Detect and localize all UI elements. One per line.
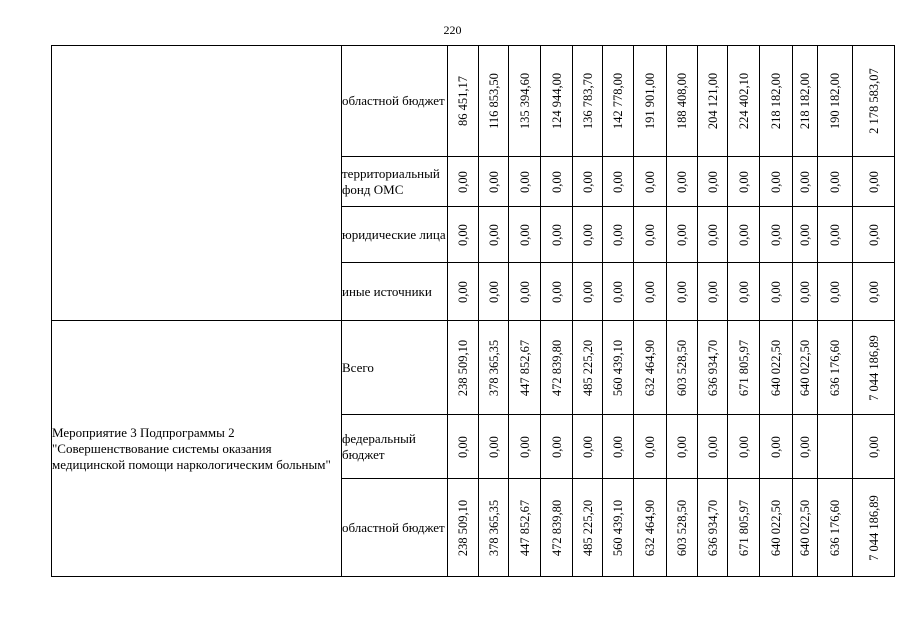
value-cell	[698, 46, 728, 157]
value-cell	[509, 415, 541, 479]
value-text: 238 509,10	[456, 499, 470, 556]
value-text: 0,00	[828, 223, 842, 246]
value-text: 640 022,50	[798, 499, 812, 556]
value-cell	[667, 207, 698, 263]
funding-source-cell: территориальный фонд ОМС	[342, 157, 448, 207]
value-text: 0,00	[486, 170, 501, 193]
value-text: 224 402,10	[736, 72, 751, 130]
value-text: 238 509,10	[456, 339, 470, 396]
value-text: 0,00	[580, 435, 595, 458]
value-text: 136 783,70	[580, 72, 595, 130]
value-cell	[728, 415, 760, 479]
value-cell	[603, 263, 634, 321]
value-cell	[818, 479, 853, 577]
value-cell	[634, 46, 667, 157]
value-text: 636 934,70	[705, 339, 720, 396]
value-text: 188 408,00	[675, 72, 689, 130]
value-text: 0,00	[456, 435, 470, 458]
value-text: 0,00	[643, 170, 657, 193]
value-cell	[509, 479, 541, 577]
value-cell	[728, 157, 760, 207]
value-cell	[667, 46, 698, 157]
value-text: 0,00	[828, 170, 842, 193]
value-cell	[760, 207, 793, 263]
value-text: 0,00	[866, 280, 881, 303]
value-cell	[541, 263, 573, 321]
value-cell	[793, 479, 818, 577]
value-text: 0,00	[675, 280, 689, 303]
value-text: 218 182,00	[769, 72, 783, 130]
activity-name-cell	[52, 46, 342, 321]
value-cell	[698, 157, 728, 207]
value-cell	[760, 415, 793, 479]
value-cell	[818, 207, 853, 263]
value-cell	[573, 46, 603, 157]
value-cell	[448, 415, 479, 479]
value-text: 0,00	[517, 280, 532, 303]
value-cell	[793, 207, 818, 263]
value-text: 0,00	[798, 223, 812, 246]
value-cell	[479, 415, 509, 479]
value-cell	[448, 321, 479, 415]
value-text: 0,00	[486, 280, 501, 303]
value-text: 632 464,90	[643, 339, 657, 396]
value-text: 0,00	[643, 223, 657, 246]
activity-name-cell: Мероприятие 3 Подпрограммы 2 "Совершенствование системы оказания медицинской помощи наркологическим больным"	[52, 321, 342, 577]
value-cell	[667, 263, 698, 321]
value-cell	[479, 46, 509, 157]
value-text: 0,00	[611, 170, 625, 193]
value-cell	[698, 415, 728, 479]
value-cell	[509, 321, 541, 415]
value-text: 0,00	[769, 435, 783, 458]
value-text: 636 934,70	[705, 499, 720, 556]
value-cell	[760, 263, 793, 321]
value-cell	[634, 415, 667, 479]
value-cell	[818, 263, 853, 321]
value-cell	[448, 207, 479, 263]
value-cell	[634, 207, 667, 263]
value-text: 485 225,20	[580, 339, 595, 396]
value-text: 0,00	[486, 223, 501, 246]
value-cell	[853, 415, 895, 479]
value-cell	[603, 479, 634, 577]
value-cell	[603, 207, 634, 263]
value-text: 640 022,50	[769, 339, 783, 396]
value-text: 560 439,10	[611, 499, 625, 556]
value-text: 0,00	[866, 435, 881, 458]
table-row	[52, 46, 895, 157]
value-text: 472 839,80	[549, 339, 564, 396]
value-text: 0,00	[736, 170, 751, 193]
value-text: 86 451,17	[456, 76, 470, 126]
value-text: 447 852,67	[517, 339, 532, 396]
funding-source-cell: юридические лица	[342, 207, 448, 263]
value-text: 116 853,50	[486, 73, 501, 129]
value-cell	[728, 207, 760, 263]
value-cell	[667, 479, 698, 577]
value-text: 0,00	[798, 280, 812, 303]
value-cell	[603, 46, 634, 157]
value-cell	[573, 157, 603, 207]
budget-table	[51, 45, 895, 577]
value-cell	[793, 157, 818, 207]
value-text: 0,00	[456, 170, 470, 193]
value-cell	[479, 321, 509, 415]
value-text: 0,00	[517, 435, 532, 458]
funding-source-cell: областной бюджет	[342, 46, 448, 157]
value-text: 0,00	[769, 223, 783, 246]
value-text: 447 852,67	[517, 499, 532, 556]
value-cell	[818, 415, 853, 479]
value-text: 190 182,00	[828, 72, 842, 130]
value-text: 378 365,35	[486, 339, 501, 396]
value-text: 0,00	[769, 280, 783, 303]
value-text: 0,00	[549, 170, 564, 193]
funding-source-cell: федеральный бюджет	[342, 415, 448, 479]
value-text: 671 805,97	[736, 499, 751, 556]
value-cell	[728, 46, 760, 157]
page-number: 220	[443, 23, 462, 37]
value-text: 0,00	[705, 223, 720, 246]
value-text: 603 528,50	[675, 339, 689, 396]
value-text: 0,00	[580, 170, 595, 193]
value-text: 0,00	[517, 170, 532, 193]
value-text: 0,00	[611, 223, 625, 246]
value-cell	[793, 263, 818, 321]
value-text: 135 394,60	[517, 72, 532, 130]
value-text: 632 464,90	[643, 499, 657, 556]
value-text: 0,00	[798, 435, 812, 458]
value-cell	[509, 157, 541, 207]
value-text: 0,00	[736, 223, 751, 246]
value-cell	[541, 415, 573, 479]
value-cell	[853, 263, 895, 321]
value-cell	[728, 263, 760, 321]
value-text: 0,00	[828, 280, 842, 303]
value-cell	[760, 479, 793, 577]
value-text: 7 044 186,89	[866, 334, 881, 401]
value-text: 2 178 583,07	[866, 68, 881, 134]
value-text: 671 805,97	[736, 339, 751, 396]
value-cell	[541, 46, 573, 157]
value-cell	[818, 321, 853, 415]
value-cell	[818, 157, 853, 207]
value-cell	[853, 207, 895, 263]
value-text: 0,00	[549, 223, 564, 246]
value-cell	[853, 46, 895, 157]
value-text: 0,00	[456, 280, 470, 303]
value-text: 0,00	[549, 435, 564, 458]
value-cell	[667, 157, 698, 207]
value-cell	[853, 321, 895, 415]
value-text: 0,00	[736, 280, 751, 303]
value-text: 124 944,00	[549, 72, 564, 130]
value-cell	[793, 415, 818, 479]
value-text: 640 022,50	[798, 339, 812, 396]
value-cell	[573, 415, 603, 479]
value-cell	[573, 321, 603, 415]
funding-source-cell: областной бюджет	[342, 479, 448, 577]
value-cell	[667, 415, 698, 479]
value-cell	[698, 263, 728, 321]
value-cell	[603, 321, 634, 415]
value-cell	[603, 157, 634, 207]
value-cell	[509, 207, 541, 263]
value-cell	[793, 321, 818, 415]
value-cell	[573, 207, 603, 263]
value-text: 0,00	[643, 435, 657, 458]
value-text: 7 044 186,89	[866, 494, 881, 561]
value-text: 640 022,50	[769, 499, 783, 556]
value-text: 0,00	[866, 223, 881, 246]
value-text: 0,00	[611, 435, 625, 458]
value-cell	[698, 321, 728, 415]
value-text: 0,00	[580, 280, 595, 303]
value-cell	[698, 207, 728, 263]
value-cell	[509, 46, 541, 157]
value-cell	[760, 321, 793, 415]
value-text: 0,00	[705, 170, 720, 193]
value-text: 603 528,50	[675, 499, 689, 556]
value-text: 0,00	[736, 435, 751, 458]
value-cell	[541, 207, 573, 263]
value-cell	[760, 46, 793, 157]
value-text: 636 176,60	[828, 339, 842, 396]
value-text: 0,00	[643, 280, 657, 303]
value-cell	[448, 46, 479, 157]
value-cell	[509, 263, 541, 321]
value-cell	[728, 321, 760, 415]
value-cell	[448, 479, 479, 577]
value-text: 0,00	[705, 280, 720, 303]
value-cell	[760, 157, 793, 207]
value-cell	[479, 157, 509, 207]
value-text: 0,00	[517, 223, 532, 246]
value-cell	[541, 479, 573, 577]
value-cell	[479, 263, 509, 321]
value-cell	[634, 479, 667, 577]
value-text: 0,00	[675, 170, 689, 193]
value-cell	[634, 321, 667, 415]
value-text: 0,00	[486, 435, 501, 458]
value-cell	[728, 479, 760, 577]
value-text: 472 839,80	[549, 499, 564, 556]
table-row	[52, 321, 895, 415]
value-text: 204 121,00	[705, 72, 720, 130]
value-text: 0,00	[611, 280, 625, 303]
value-text: 0,00	[675, 435, 689, 458]
value-cell	[853, 157, 895, 207]
value-cell	[448, 157, 479, 207]
value-text: 0,00	[580, 223, 595, 246]
value-text: 0,00	[675, 223, 689, 246]
value-text: 142 778,00	[611, 72, 625, 130]
value-text: 0,00	[866, 170, 881, 193]
value-cell	[573, 263, 603, 321]
value-cell	[541, 321, 573, 415]
value-text: 636 176,60	[828, 499, 842, 556]
value-text: 218 182,00	[798, 72, 812, 130]
value-cell	[448, 263, 479, 321]
value-cell	[698, 479, 728, 577]
value-cell	[667, 321, 698, 415]
value-text: 485 225,20	[580, 499, 595, 556]
funding-source-cell: Всего	[342, 321, 448, 415]
value-cell	[603, 415, 634, 479]
value-cell	[573, 479, 603, 577]
value-text: 0,00	[705, 435, 720, 458]
value-cell	[541, 157, 573, 207]
value-text: 0,00	[456, 223, 470, 246]
value-cell	[634, 157, 667, 207]
value-cell	[853, 479, 895, 577]
value-cell	[634, 263, 667, 321]
value-text: 191 901,00	[643, 72, 657, 130]
value-text: 0,00	[769, 170, 783, 193]
value-text: 0,00	[549, 280, 564, 303]
funding-source-cell: иные источники	[342, 263, 448, 321]
value-cell	[793, 46, 818, 157]
value-text: 378 365,35	[486, 499, 501, 556]
value-cell	[479, 207, 509, 263]
value-cell	[479, 479, 509, 577]
value-cell	[818, 46, 853, 157]
value-text: 0,00	[798, 170, 812, 193]
value-text: 560 439,10	[611, 339, 625, 396]
